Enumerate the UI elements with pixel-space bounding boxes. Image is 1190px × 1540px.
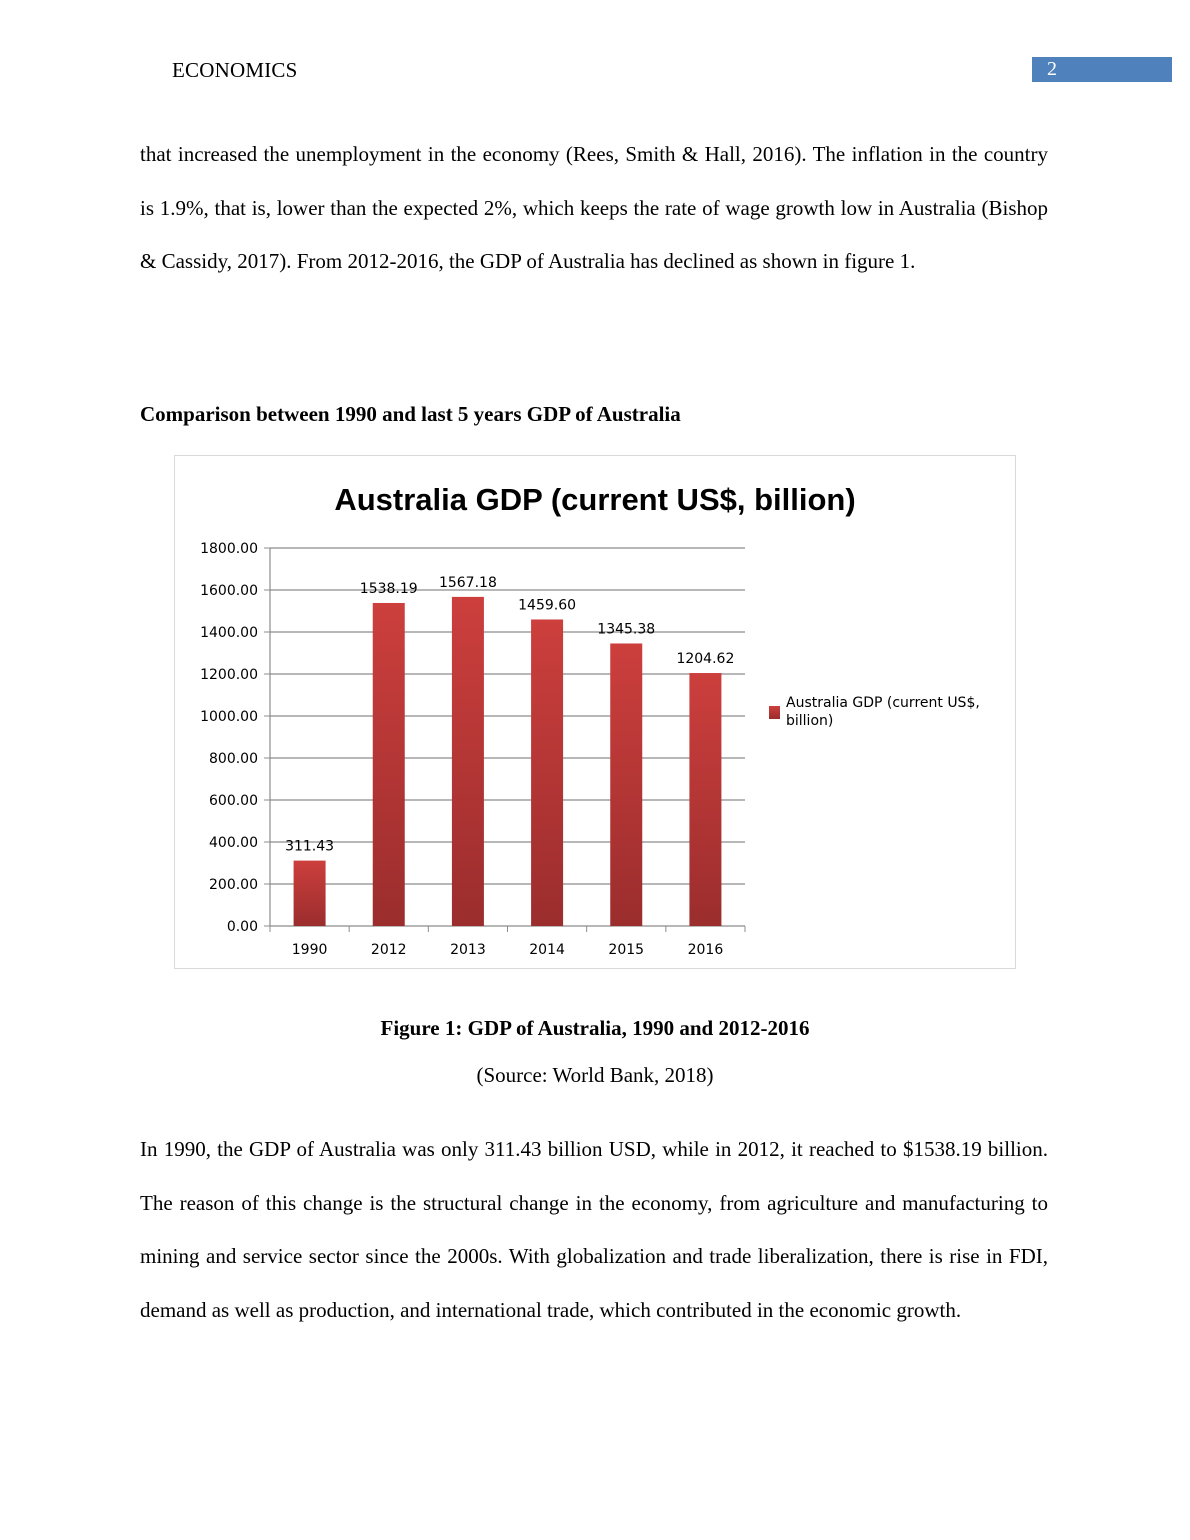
y-tick-label: 1000.00 [200, 709, 258, 725]
page-number: 2 [1047, 58, 1057, 80]
bar-2016 [689, 673, 721, 926]
chart-gridlines [270, 548, 745, 884]
x-tick-label: 2015 [608, 942, 645, 958]
y-tick-label: 1600.00 [200, 583, 258, 599]
bar-2012 [373, 603, 405, 926]
data-label-1990: 311.43 [285, 838, 335, 855]
gdp-bar-chart [174, 455, 1016, 969]
bar-2014 [531, 619, 563, 926]
bar-2013 [452, 597, 484, 926]
chart-title: Australia GDP (current US$, billion) [334, 482, 856, 517]
header-title: ECONOMICS [172, 58, 298, 82]
chart-canvas [175, 456, 1015, 968]
bar-1990 [294, 861, 326, 926]
section-heading: Comparison between 1990 and last 5 years GDP of Australia [140, 402, 681, 426]
y-tick-label: 1200.00 [200, 667, 258, 683]
chart-legend [769, 695, 980, 729]
figure-caption: Figure 1: GDP of Australia, 1990 and 2012-2016 [380, 1016, 810, 1040]
x-tick-label: 2014 [529, 942, 565, 958]
y-tick-label: 200.00 [209, 877, 258, 893]
y-tick-label: 0.00 [226, 919, 258, 935]
body-paragraph-1: that increased the unemployment in the economy (Rees, Smith & Hall, 2016). The inflation in the country is 1.9%, that is, lower than the expected 2%, which keeps the rate of wage growth low in Australia (Bishop & Cassidy, 2017). From 2012-2016, the GDP of Australia has declined as shown in figure 1. [140, 142, 1048, 273]
data-label-2015: 1345.38 [597, 621, 656, 638]
y-tick-label: 1800.00 [200, 541, 258, 557]
x-tick-label: 2016 [687, 942, 724, 958]
data-label-2012: 1538.19 [359, 580, 418, 597]
x-tick-label: 1990 [291, 942, 328, 958]
chart-bars [294, 597, 722, 926]
y-tick-label: 400.00 [209, 835, 258, 851]
y-tick-label: 800.00 [209, 751, 258, 767]
chart-data-labels [285, 575, 734, 855]
data-label-2014: 1459.60 [518, 597, 577, 614]
x-tick-label: 2012 [370, 942, 407, 958]
y-tick-label: 1400.00 [200, 625, 258, 641]
x-tick-label: 2013 [450, 942, 486, 958]
legend-label: Australia GDP (current US$, billion) [786, 695, 980, 729]
bar-2015 [610, 643, 642, 926]
body-paragraph-2: In 1990, the GDP of Australia was only 311.43 billion USD, while in 2012, it reached to $1538.19 billion. The reason of this change is the structural change in the economy, from agriculture and manufacturing to mining and service sector since the 2000s. With globalization and trade liberalization, there is rise in FDI, demand as well as production, and international trade, which contributed in the economic growth. [140, 1137, 1048, 1322]
y-tick-label: 600.00 [209, 793, 258, 809]
data-label-2013: 1567.18 [438, 574, 497, 591]
page-number-bar [1032, 57, 1172, 82]
figure-source: (Source: World Bank, 2018) [476, 1063, 714, 1087]
legend-swatch [769, 706, 780, 719]
data-label-2016: 1204.62 [676, 651, 735, 668]
